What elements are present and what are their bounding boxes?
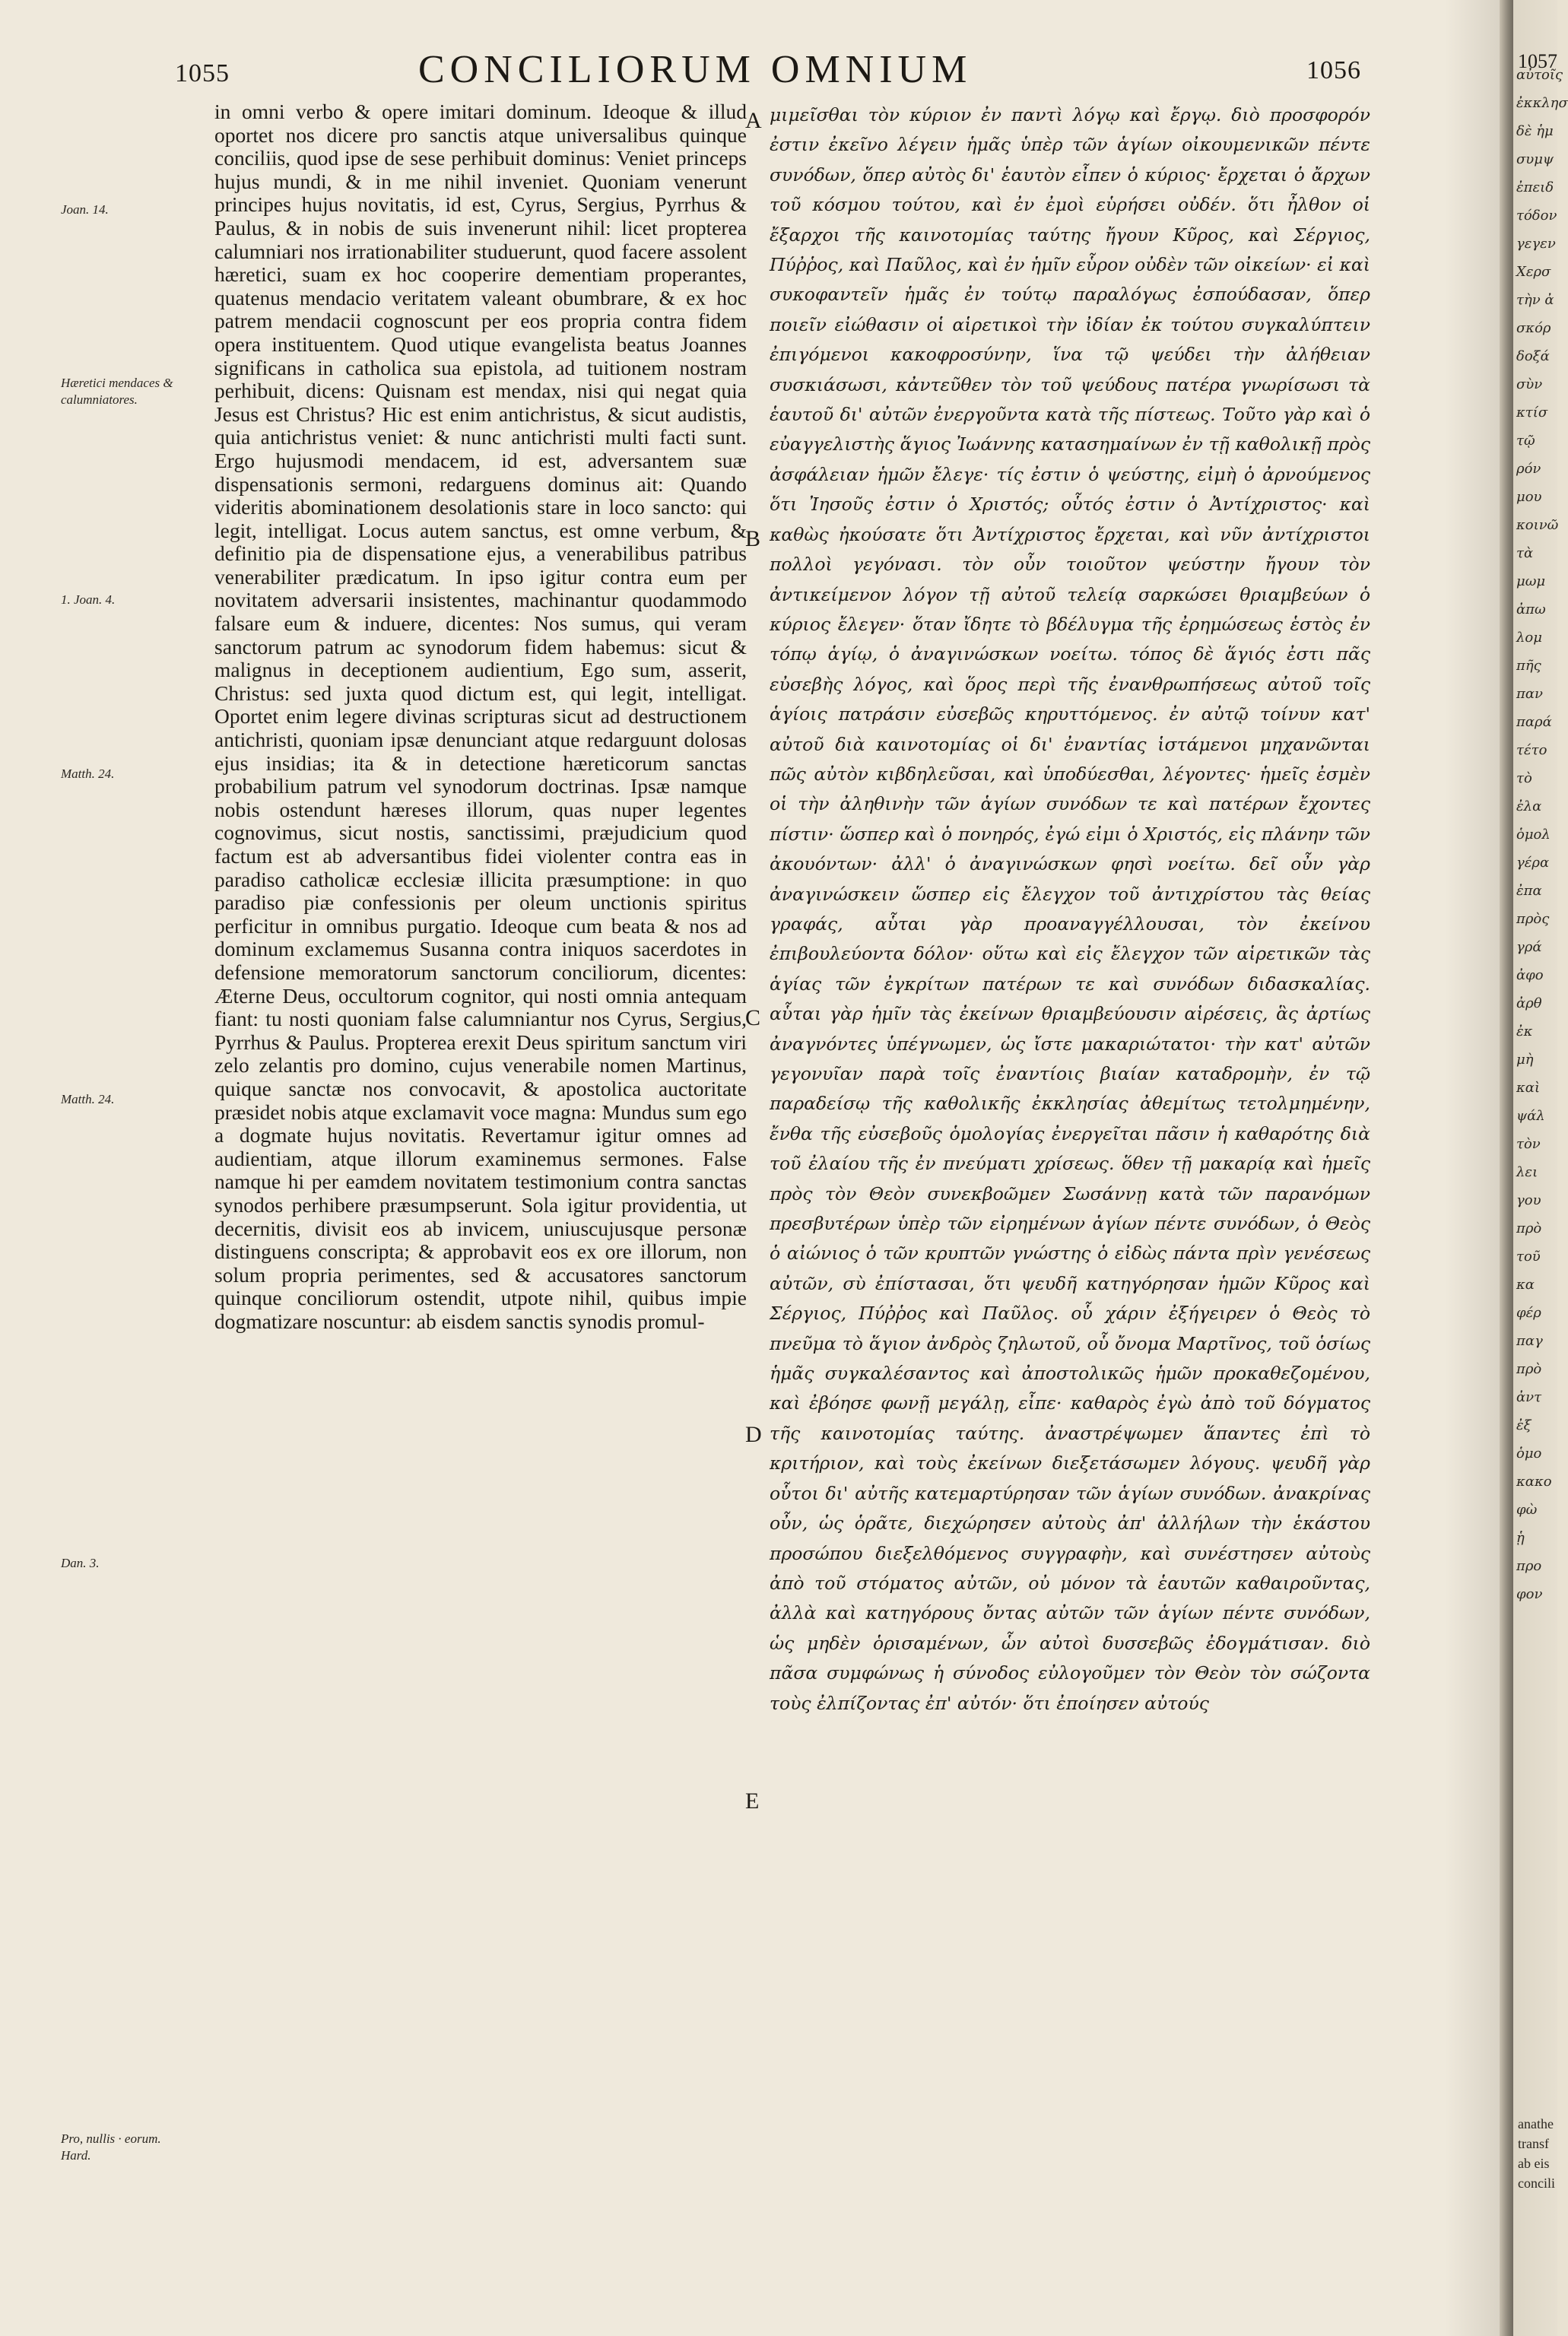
next-page-line: καὶ — [1516, 1080, 1541, 1096]
margin-note-joan14: Joan. 14. — [61, 202, 109, 217]
gutter-shadow — [1445, 0, 1500, 2336]
section-letters — [745, 100, 768, 2306]
next-page-line: ἀφο — [1516, 967, 1544, 983]
next-page-line: τὰ — [1516, 545, 1534, 561]
next-page-bottom-line: concili — [1518, 2176, 1555, 2191]
next-page-line: παρά — [1516, 714, 1552, 730]
next-page-number: 1057 — [1518, 50, 1557, 72]
next-page-line: φέρ — [1516, 1305, 1541, 1321]
margin-note-matth24-b: Matth. 24. — [61, 1092, 115, 1106]
next-page-bottom-line: anathe — [1518, 2116, 1554, 2131]
next-page-line: φον — [1516, 1586, 1543, 1602]
next-page-line: φὼ — [1516, 1502, 1538, 1518]
greek-text-column — [770, 100, 1370, 1719]
next-page-line: γέρα — [1516, 855, 1550, 871]
next-page-line: ρόν — [1516, 461, 1541, 477]
next-page-line: ἐπειδ — [1516, 179, 1554, 195]
next-page-line: γρά — [1516, 939, 1542, 955]
next-page-line: ᾑ — [1516, 1530, 1525, 1546]
next-page-bottom-fragments — [1518, 2114, 1559, 2193]
next-page-line: γου — [1516, 1192, 1541, 1208]
greek-paragraph: μιμεῖσθαι τὸν κύριον ἐν παντὶ λόγῳ καὶ ἔργῳ. διὸ προσφορόν ἐστιν ἐκεῖνο λέγειν ἡμᾶς ὑπὲρ τῶν ἁγίων οἰκουμενικῶν πέντε συνόδων, ὅπερ αὐτὸς δι' ἑαυτὸν εἶπεν ὁ κύριος· ἔρχεται ὁ ἄρχων τοῦ κόσμου τούτου, καὶ ἐν ἐμοὶ εὑρήσει οὐδέν. ὅτι ἦλθον οἱ ἔξαρχοι τῆς καινοτομίας ταύτης ἤγουν Κῦρος, καὶ Σέργιος, Πύῤῥος, καὶ Παῦλος, καὶ ἐν ἡμῖν εὗρον οὐδὲν τῶν οἰκείων· εἰ καὶ συκοφαντεῖν ἡμᾶς ἐν τούτῳ παραλόγως ἐσπούδασαν, ὅπερ ποιεῖν εἰώθασιν οἱ αἱρετικοὶ τὴν ἰδίαν ἐκ τούτου συγκαλύπτειν ἐπιγόμενοι κακοφροσύνην, ἵνα τῷ ψεύδει τὴν ἀλήθειαν συσκιάσωσι, κἀντεῦθεν τὸν τοῦ ψεύδους πατέρα γνωρίσωσι τὰ ἑαυτοῦ δι' αὐτῶν ἐνεργοῦντα κατὰ τῆς πίστεως. Τοῦτο γὰρ καὶ ὁ εὐαγγελιστὴς ἅγιος Ἰωάννης κατασημαίνων ἐν τῇ καθολικῇ πρὸς ἀσφάλειαν ἡμῶν ἔλεγε· τίς ἐστιν ὁ ψεύστης, εἰμὴ ὁ ἀρνούμενος ὅτι Ἰησοῦς ἐστιν ὁ Χριστός; οὗτός ἐστιν ὁ Ἀντίχριστος· καὶ καθὼς ἠκούσατε ὅτι Ἀντίχριστος ἔρχεται, καὶ νῦν ἀντίχριστοι πολλοὶ γεγόνασι. τὸν οὖν τοιοῦτον ψεύστην ἤγουν τὸν ἀντικείμενον λόγον τῇ αὐτοῦ τελείᾳ σαρκώσει θριαμβεύων ὁ κύριος ἔλεγεν· ὅταν ἴδητε τὸ βδέλυγμα τῆς ἐρημώσεως ἑστὸς ἐν τόπῳ ἁγίῳ, ὁ ἀναγινώσκων νοείτω. τόπος δὲ ἅγιός ἐστι πᾶς εὐσεβὴς λόγος, καὶ ὅρος περὶ τῆς ἐνανθρωπήσεως αὐτοῦ τοῖς ἁγίοις πατράσιν εὐσεβῶς κηρυττόμενος. ἐν αὐτῷ τοίνυν κατ' αὐτοῦ διὰ καινοτομίας οἱ δι' ἐναντίας ἱστάμενοι μηχανῶνται πῶς αὐτὸν κιβδηλεῦσαι, καὶ ὑποδύεσθαι, λέγοντες· ἡμεῖς ἐσμὲν οἱ τὴν ἀληθινὴν τῶν ἁγίων συνόδων τε καὶ πατέρων ἔχοντες πίστιν· ὥσπερ καὶ ὁ πονηρός, ἐγώ εἰμι ὁ Χριστός, εἰς πλάνην τῶν ἀκουόντων· ἀλλ' ὁ ἀναγινώσκων φησὶ νοείτω. δεῖ οὖν γὰρ ἀναγινώσκειν ὥσπερ εἰς ἔλεγχον τοῦ ἀντιχρίστου τὰς θείας γραφάς, αὗται γὰρ προαναγγέλλουσαι, τὸν ἐκείνου ἐπιβουλεύοντα δόλον· οὕτω καὶ εἰς ἔλεγχον τῶν αἱρετικῶν τὰς ἁγίας τῶν ἐγκρίτων πατέρων τε καὶ συνόδων διδασκαλίας. αὗται γὰρ ἡμῖν τὰς ἐκείνων θριαμβεύουσιν αἱρέσεις, ἃς ἀρτίως ἀναγνόντες ὑπέγνωμεν, ὡς ἴστε μακαριώτατοι· τὴν κατ' αὐτῶν γεγονυῖαν παρὰ τοῖς ἐναντίοις βιαίαν καταδρομὴν, ἐν τῷ παραδείσῳ τῆς καθολικῆς ἐκκλησίας ἀθεμίτως τετολμημένην, ἔνθα τῆς εὐσεβοῦς ὁμολογίας ἐνεργεῖται πᾶσιν ἡ καθαρότης διὰ τοῦ ἐλαίου τῆς ἐν πνεύματι χρίσεως. ὅθεν τῇ μακαρίᾳ καὶ ἡμεῖς πρὸς τὸν Θεὸν συνεκβοῶμεν Σωσάννῃ κατὰ τῶν παρανόμων πρεσβυτέρων ὑπὲρ τῶν εἰρημένων ἁγίων πέντε συνόδων, ὁ Θεὸς ὁ αἰώνιος ὁ τῶν κρυπτῶν γνώστης ὁ εἰδὼς πάντα πρὶν γενέσεως αὐτῶν, σὺ ἐπίστασαι, ὅτι ψευδῆ κατηγόρησαν ἡμῶν Κῦρος καὶ Σέργιος, Πύῤῥος καὶ Παῦλος. οὗ χάριν ἐξήγειρεν ὁ Θεὸς τὸ πνεῦμα τὸ ἅγιον ἀνδρὸς ζηλωτοῦ, οὗ ὄνομα Μαρτῖνος, τοῦ ὁσίως ἡμᾶς συγκαλέσαντος καὶ ἀποστολικῶς ἡμῶν προκαθεζομένου, καὶ ἐβόησε φωνῇ μεγάλῃ, εἶπε· καθαρὸς ἐγὼ ἀπὸ τοῦ δόγματος τῆς καινοτομίας ταύτης. ἀναστρέψωμεν ἅπαντες ἐπὶ τὸ κριτήριον, καὶ τοὺς ἐκείνων διεξετάσωμεν λόγους. ψευδῆ γὰρ οὗτοι δι' αὐτῆς κατεμαρτύρησαν τῶν ἁγίων συνόδων. ἀνακρίνας οὖν, ὡς ὁρᾶτε, διεχώρησεν αὐτοὺς ἀπ' ἀλλήλων τὴν ἑκάστου προσώπου διεξελθόμενος συγγραφὴν, καὶ συνέστησεν αὐτοὺς ἀπὸ τοῦ στόματος αὐτῶν, οὐ μόνον τὰ ἑαυτῶν καθαιροῦντας, ἀλλὰ καὶ κατηγόρους ὄντας αὐτῶν τῶν ἁγίων πέντε συνόδων, ὡς μηδὲν ὁρισαμένων, ὧν αὐτοὶ δυσσεβῶς ἐδογμάτισαν. διὸ πᾶσα συμφώνως ἡ σύνοδος εὐλογοῦμεν τὸν Θεὸν τὸν σώζοντα τοὺς ἐλπίζοντας ἐπ' αὐτόν· ὅτι ἐποίησεν αὐτούς — [770, 104, 1370, 1714]
margin-note-pro-nullis: Pro, nullis · eorum. Hard. — [61, 2131, 161, 2163]
next-page-line: ἐκ — [1516, 1024, 1533, 1039]
next-page-line: κα — [1516, 1277, 1535, 1293]
section-mark-e: E — [745, 1788, 760, 1814]
margin-note-matth24-a: Matth. 24. — [61, 766, 115, 781]
page-number-left: 1055 — [175, 59, 230, 87]
next-page-line: πρὸ — [1516, 1220, 1542, 1236]
next-page-line: τῷ — [1516, 433, 1535, 449]
next-page-line: παγ — [1516, 1333, 1543, 1349]
next-page-line: λει — [1516, 1164, 1538, 1180]
next-page-line: τὸ — [1516, 770, 1532, 786]
next-page-edge — [1513, 0, 1568, 2336]
next-page-line: σὺν — [1516, 376, 1543, 392]
page-number-right: 1056 — [1306, 56, 1361, 84]
next-page-line: αὐτοῖς — [1516, 67, 1563, 83]
margin-note-1joan4: 1. Joan. 4. — [61, 592, 116, 607]
latin-paragraph: in omni verbo & opere imitari dominum. Ideoque & illud oportet nos dicere pro sanctis atque universalibus quinque conciliis, quod ipse de sese perhibuit dominus: Veniet princeps hujus mundi, & in me nihil inveniet. Quoniam venerunt principes hujus novitatis, id est, Cyrus, Sergius, Pyrrhus & Paulus, & in nobis de suis invenerunt nihil: licet propterea calumniari nos irrationabiliter studuerunt, quod facere assolent hæretici, suam ex hoc cooperire dementiam properantes, quatenus mendacio veritatem valeant obumbrare, & ex hoc patrem mendacii cognoscunt per eos propria contra fidem opera instituentem. Quod utique evangelista beatus Joannes significans in catholica sua epistola, ad tuitionem nostram perhibuit, dicens: Quisnam est mendax, nisi qui negat quia Jesus est Christus? Hic est enim antichristus, & sicut audistis, quia antichristus veniet: & nunc antichristi multi facti sunt. Ergo hujusmodi mendacem, id est, adversantem suæ dispensationis sermoni, redarguens dominus ait: Quando videritis abominationem desolationis stare in loco sancto: qui legit, intelligat. Locus autem sanctus, est omne verbum, & definitio pia de dispensatione ejus, a venerabilibus patribus venerabiliter prædicatum. In ipso igitur contra eum per novitatem adversarii insistentes, machinantur quodammodo falsare eum & induere, dicentes: Nos sumus, qui veram sanctorum patrum ac synodorum fidem habemus: sicut & malignus in deceptionem audientium, Ego sum, asserit, Christus: sed juxta quod dictum est, qui legit, intelligat. Oportet enim legere divinas scripturas sicut ad destructionem antichristi, quoniam ipsæ denunciant atque redarguunt dolosas ejus insidias; ita & in detectione hæreticorum sanctas probabilium patrum vel synodorum doctrinas. Ipsæ namque nobis ostendunt hæreses illorum, quas nuper legentes cognovimus, sicut nostis, sanctissimi, præjudicium quod factum est ab adversantibus fidei violenter contra eas in paradiso catholicæ ecclesiæ illicita præsumptione: in quo paradiso piæ confessionis per oleum unctionis spiritus perficitur in omnibus purgatio. Ideoque cum beata & nos ad dominum exclamemus Susanna contra iniquos sacerdotes in defensione memoratorum sanctorum conciliorum, dicentes: Æterne Deus, occultorum cognitor, qui nosti omnia antequam fiant: tu nosti quoniam false calumniantur nos Cyrus, Sergius, Pyrrhus & Paulus. Propterea erexit Deus spiritum sanctum viri zelo zelantis pro domino, cujus venerabile nomen Martinus, quique sanctæ nos convocavit, & apostolica auctoritate præsidet nobis atque exclamavit voce magna: Mundus sum ego a dogmate hujus novitatis. Revertamur igitur omnes ad audientiam, atque illorum examinemus sermones. False namque hi per eamdem novitatem testimonium contra sanctas synodos perhibere præsumpserunt. Sola igitur providentia, ut decernitis, divisit eos ab invicem, uniuscujusque personæ distinguens conscripta; & approbavit eos ex ore illorum, non solum propria perimentes, sed & accusatores sanctorum quinque conciliorum ostendit, utpote nihil, quibus impie dogmatizare noscuntur: ab eisdem sanctis synodis promul- — [214, 100, 747, 1333]
next-page-line: ὁμολ — [1516, 827, 1551, 843]
next-page-line: μου — [1516, 489, 1542, 505]
next-page-line: συμψ — [1516, 151, 1554, 167]
next-page-line: ἐξ — [1516, 1417, 1531, 1433]
section-mark-d: D — [745, 1422, 762, 1447]
next-page-line: ἀρθ — [1516, 995, 1542, 1011]
next-page-line: δὲ ἡμ — [1516, 123, 1554, 139]
next-page-line: ἐκκλησ — [1516, 95, 1568, 111]
margin-note-dan3: Dan. 3. — [61, 1556, 100, 1570]
next-page-line: τόδον — [1516, 208, 1557, 224]
next-page-line: τὸν — [1516, 1136, 1541, 1152]
next-page-fragments — [1516, 61, 1568, 1608]
next-page-line: κοινῶ — [1516, 517, 1559, 533]
next-page-line: πρὸς — [1516, 911, 1550, 927]
next-page-line: ἀπω — [1516, 601, 1546, 617]
next-page-bottom-line: ab eis — [1518, 2156, 1550, 2171]
next-page-line: κτίσ — [1516, 405, 1548, 421]
running-title: CONCILIORUM OMNIUM — [418, 48, 973, 91]
next-page-line: ἐπα — [1516, 883, 1542, 899]
next-page-line: τοῦ — [1516, 1249, 1541, 1265]
margin-notes — [61, 110, 213, 2300]
next-page-line: μὴ — [1516, 1052, 1534, 1068]
next-page-line: προ — [1516, 1558, 1542, 1574]
next-page-line: ἀντ — [1516, 1389, 1542, 1405]
running-header — [160, 40, 1361, 100]
next-page-line: γεγεν — [1516, 236, 1556, 252]
next-page-line: πρὸ — [1516, 1361, 1542, 1377]
next-page-line: κακο — [1516, 1474, 1552, 1490]
next-page-line: δοξά — [1516, 348, 1550, 364]
next-page-line: τέτο — [1516, 742, 1547, 758]
next-page-line: παν — [1516, 686, 1543, 702]
next-page-line: ἐλα — [1516, 798, 1542, 814]
latin-text-column — [214, 100, 747, 1333]
section-mark-c: C — [745, 1005, 761, 1030]
book-spine — [1500, 0, 1513, 2336]
next-page-line: ὁμο — [1516, 1446, 1542, 1462]
next-page-line: τὴν ἀ — [1516, 292, 1554, 308]
next-page-line: ψάλ — [1516, 1108, 1545, 1124]
section-mark-b: B — [745, 526, 761, 551]
next-page-line: Χερσ — [1516, 264, 1551, 280]
next-page-line: πῆς — [1516, 658, 1541, 674]
next-page-line: σκόρ — [1516, 320, 1551, 336]
margin-note-haeretici: Hæretici mendaces & calumniatores. — [61, 376, 173, 407]
next-page-bottom-line: transf — [1518, 2136, 1549, 2151]
section-mark-a: A — [745, 108, 762, 133]
next-page-line: μωμ — [1516, 573, 1546, 589]
next-page-line: λομ — [1516, 630, 1542, 646]
